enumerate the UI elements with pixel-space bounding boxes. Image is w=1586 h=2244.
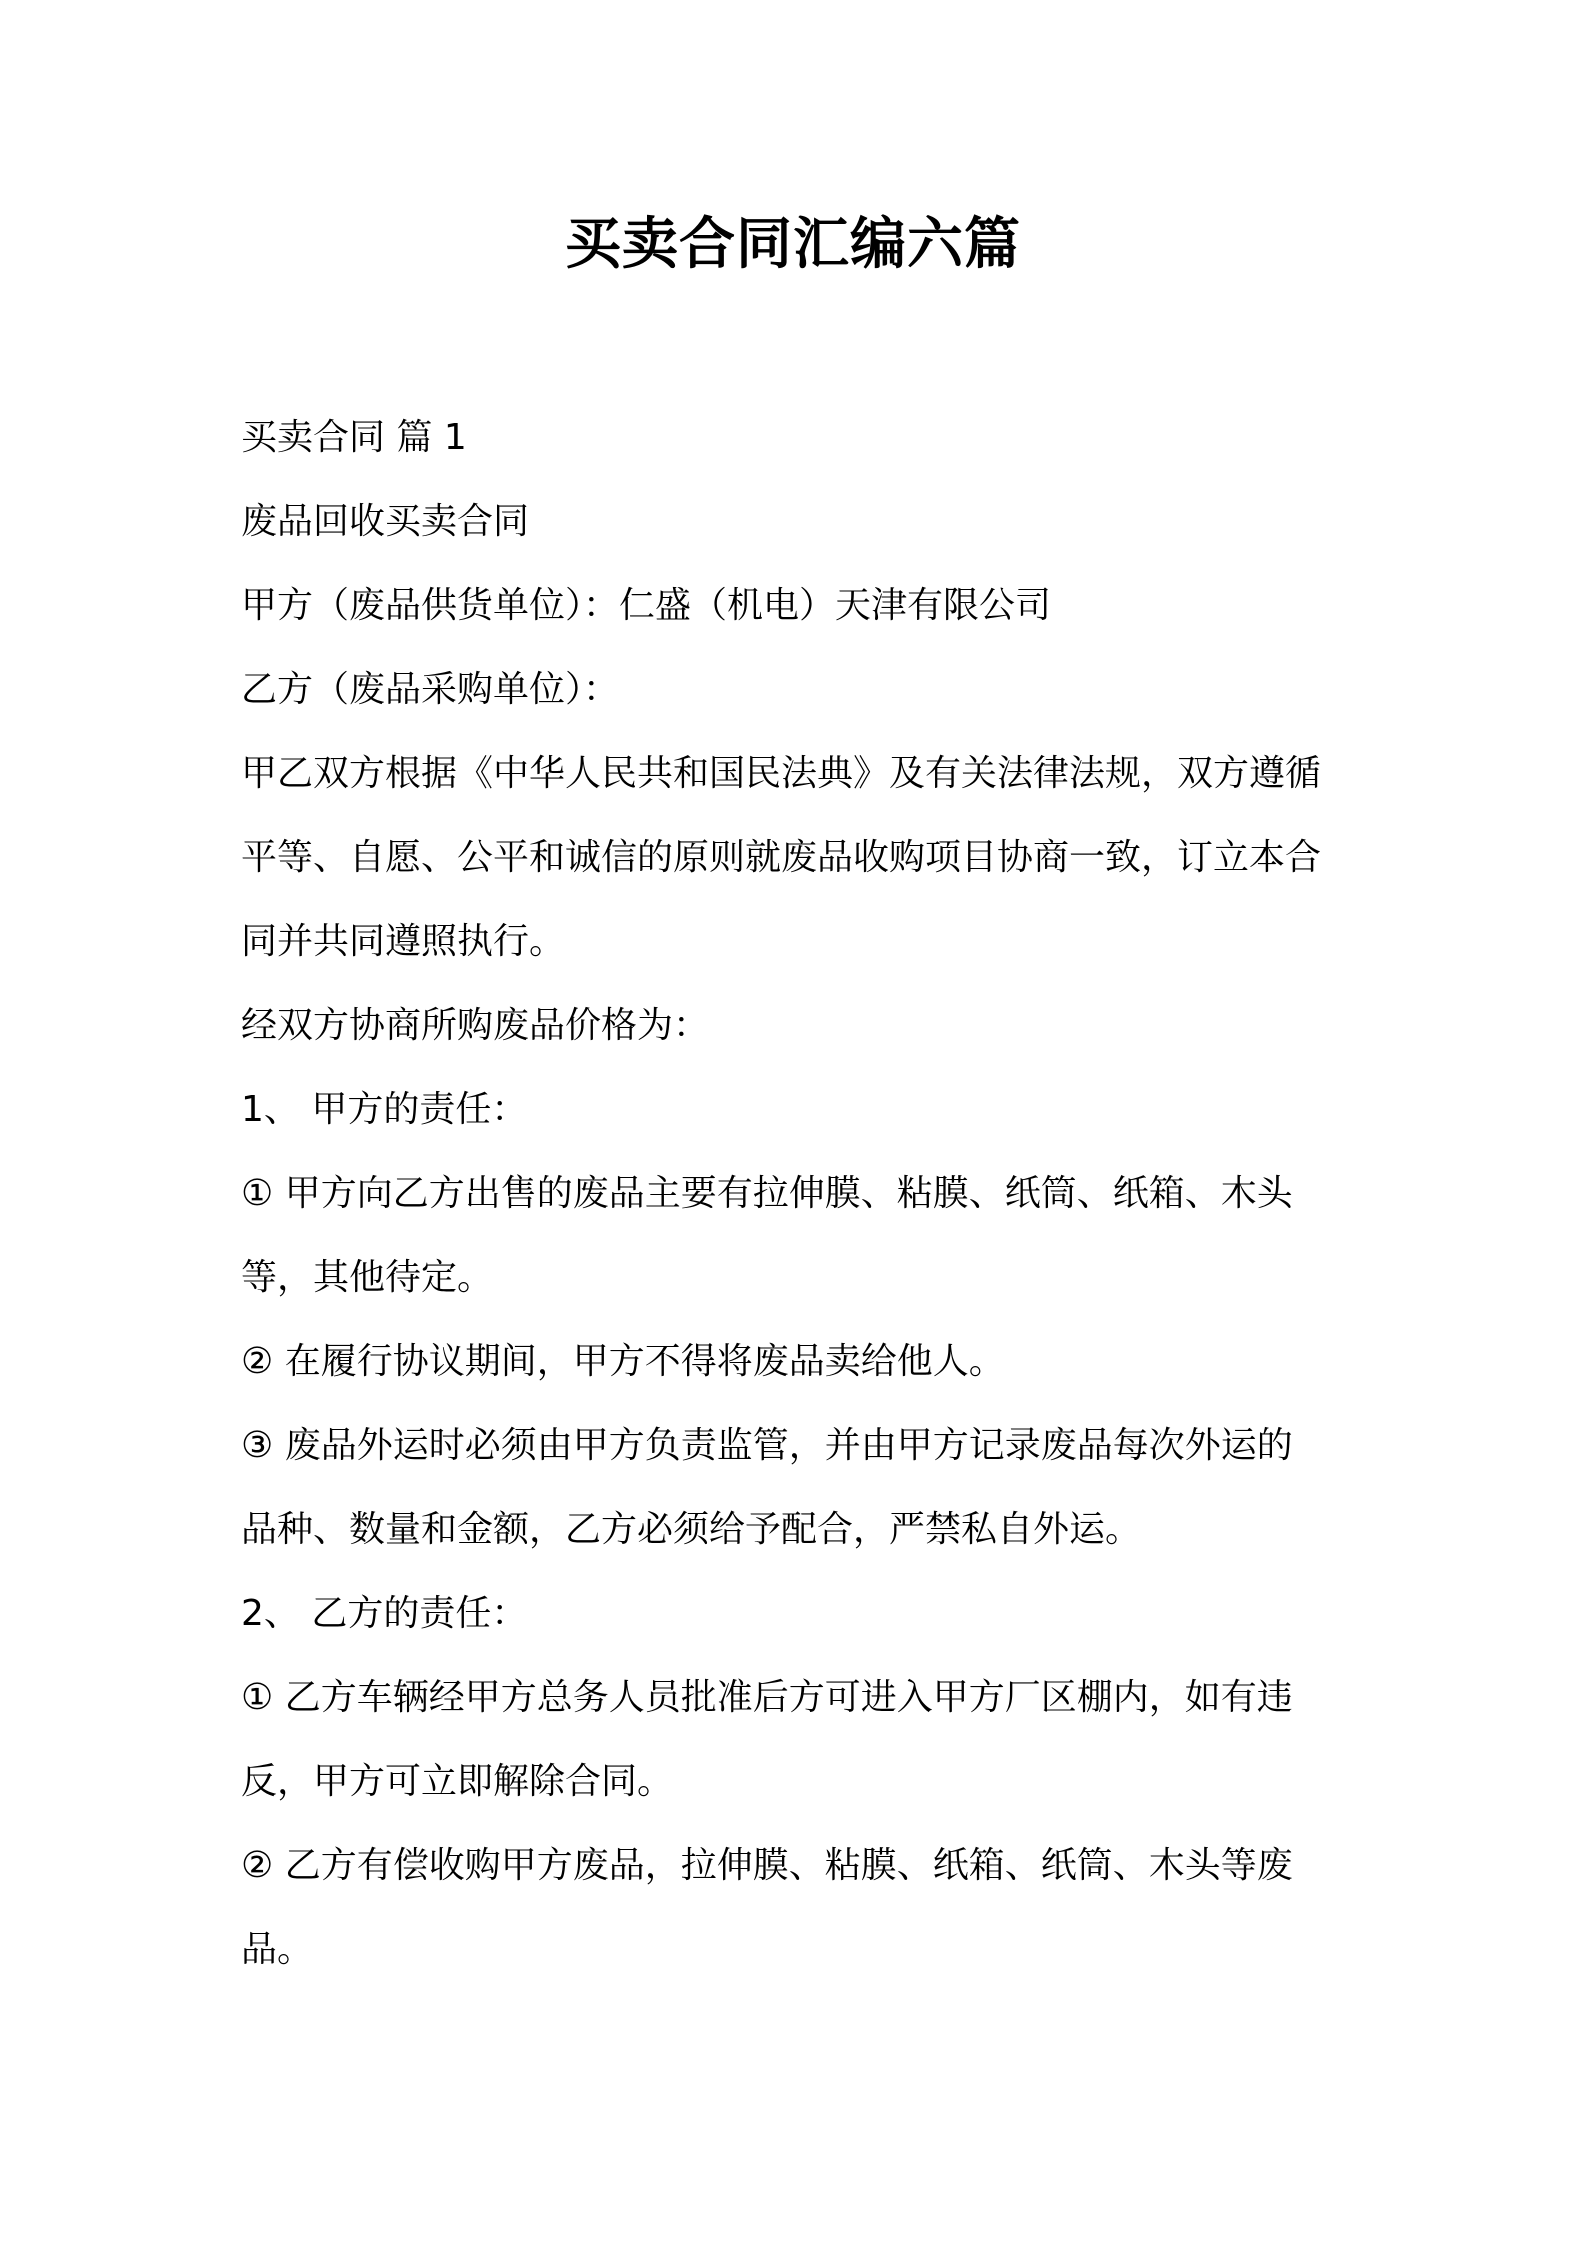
section-heading: 买卖合同 篇 1 (241, 417, 467, 458)
clause-item-line: 品种、数量和金额，乙方必须给予配合，严禁私自外运。 (241, 1509, 1142, 1550)
clause-heading-party-b: 2、 乙方的责任： (241, 1593, 528, 1634)
body-paragraph-line: 平等、自愿、公平和诚信的原则就废品收购项目协商一致，订立本合 (241, 837, 1322, 878)
price-clause-line: 经双方协商所购废品价格为： (241, 1005, 710, 1046)
body-paragraph-line: 同并共同遵照执行。 (241, 921, 566, 962)
document-body (241, 396, 1361, 1992)
clause-item-line: ③ 废品外运时必须由甲方负责监管，并由甲方记录废品每次外运的 (241, 1425, 1293, 1466)
clause-item-line: 等，其他待定。 (241, 1257, 494, 1298)
document-title: 买卖合同汇编六篇 (565, 212, 1021, 277)
clause-item-line: ② 在履行协议期间，甲方不得将废品卖给他人。 (241, 1341, 1005, 1382)
party-b-line: 乙方（废品采购单位）： (241, 669, 620, 710)
party-a-line: 甲方（废品供货单位）：仁盛（机电）天津有限公司 (241, 585, 1052, 626)
contract-name: 废品回收买卖合同 (241, 501, 530, 542)
clause-item-line: ① 乙方车辆经甲方总务人员批准后方可进入甲方厂区棚内，如有违 (241, 1677, 1293, 1718)
clause-item-line: ① 甲方向乙方出售的废品主要有拉伸膜、粘膜、纸筒、纸箱、木头 (241, 1173, 1293, 1214)
clause-item-line: 品。 (241, 1929, 314, 1970)
clause-heading-party-a: 1、 甲方的责任： (241, 1089, 528, 1130)
clause-item-line: ② 乙方有偿收购甲方废品，拉伸膜、粘膜、纸箱、纸筒、木头等废 (241, 1845, 1293, 1886)
body-paragraph-line: 甲乙双方根据《中华人民共和国民法典》及有关法律法规，双方遵循 (241, 753, 1322, 794)
clause-item-line: 反，甲方可立即解除合同。 (241, 1761, 674, 1802)
